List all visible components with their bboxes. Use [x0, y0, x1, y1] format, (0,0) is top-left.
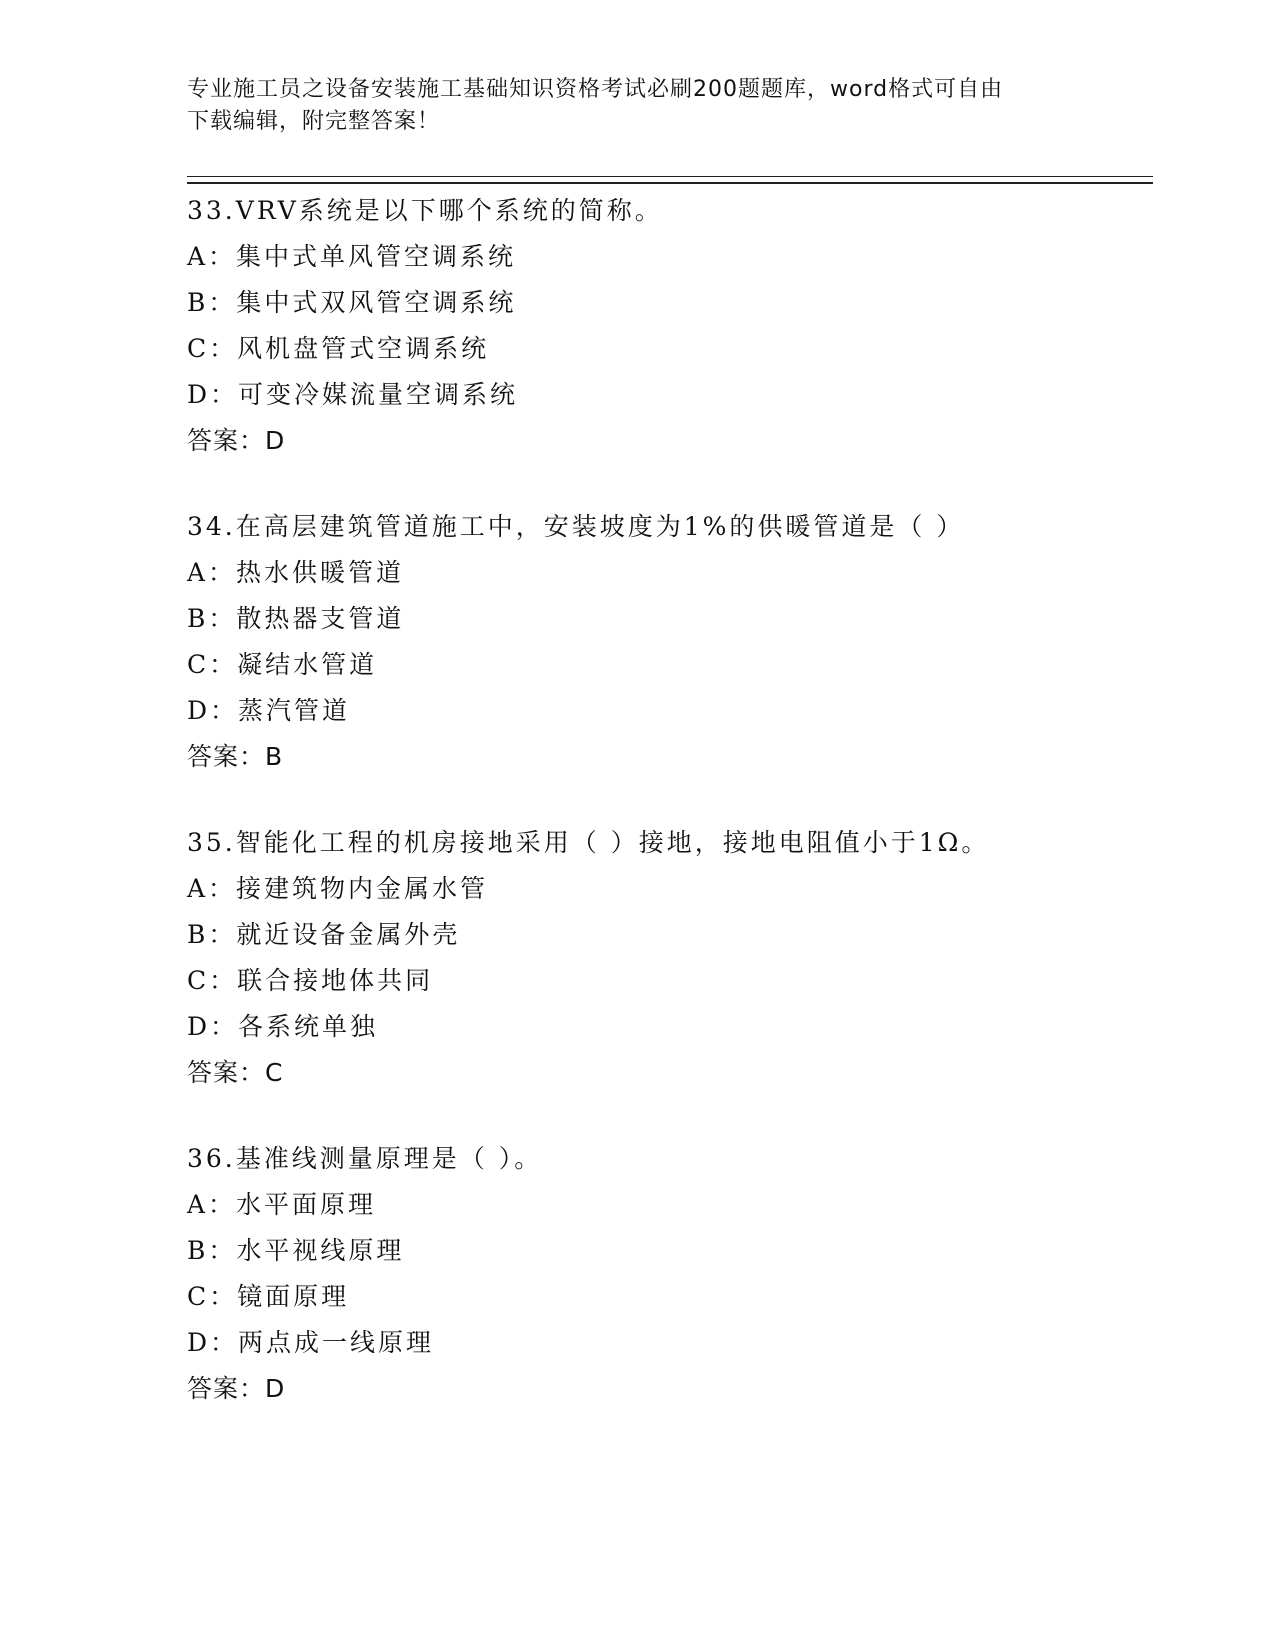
- option-a: A：接建筑物内金属水管: [187, 874, 489, 903]
- answer-key: 答案：D: [187, 1374, 286, 1403]
- question-34: [187, 504, 1147, 780]
- option-b: B：水平视线原理: [187, 1236, 405, 1265]
- question-36: [187, 1136, 1147, 1412]
- question-35: [187, 820, 1147, 1096]
- option-d: D：蒸汽管道: [187, 696, 351, 725]
- header-divider-thin: [187, 176, 1153, 177]
- header-line-1: 专业施工员之设备安装施工基础知识资格考试必刷200题题库，word格式可自由: [187, 77, 1004, 102]
- question-33: [187, 188, 1147, 464]
- header-line-2: 下载编辑，附完整答案！: [187, 109, 441, 134]
- question-stem: 33.VRV系统是以下哪个系统的简称。: [187, 196, 663, 225]
- option-d: D：两点成一线原理: [187, 1328, 435, 1357]
- option-d: D：各系统单独: [187, 1012, 379, 1041]
- option-b: B：集中式双风管空调系统: [187, 288, 517, 317]
- option-c: C：联合接地体共同: [187, 966, 434, 995]
- question-stem: 35.智能化工程的机房接地采用（ ）接地，接地电阻值小于1Ω。: [187, 828, 990, 857]
- option-b: B：就近设备金属外壳: [187, 920, 461, 949]
- question-stem: 34.在高层建筑管道施工中，安装坡度为1%的供暖管道是（ ）: [187, 512, 965, 541]
- answer-key: 答案：D: [187, 426, 286, 455]
- option-a: A：热水供暖管道: [187, 558, 405, 587]
- document-header: [187, 74, 1067, 138]
- option-c: C：风机盘管式空调系统: [187, 334, 490, 363]
- option-b: B：散热器支管道: [187, 604, 405, 633]
- answer-key: 答案：B: [187, 742, 284, 771]
- question-stem: 36.基准线测量原理是（ ）。: [187, 1144, 543, 1173]
- option-c: C：凝结水管道: [187, 650, 378, 679]
- option-c: C：镜面原理: [187, 1282, 350, 1311]
- header-divider-thick: [187, 182, 1153, 184]
- option-a: A：水平面原理: [187, 1190, 377, 1219]
- option-a: A：集中式单风管空调系统: [187, 242, 517, 271]
- answer-key: 答案：C: [187, 1058, 284, 1087]
- question-list: [187, 188, 1147, 1452]
- option-d: D：可变冷媒流量空调系统: [187, 380, 519, 409]
